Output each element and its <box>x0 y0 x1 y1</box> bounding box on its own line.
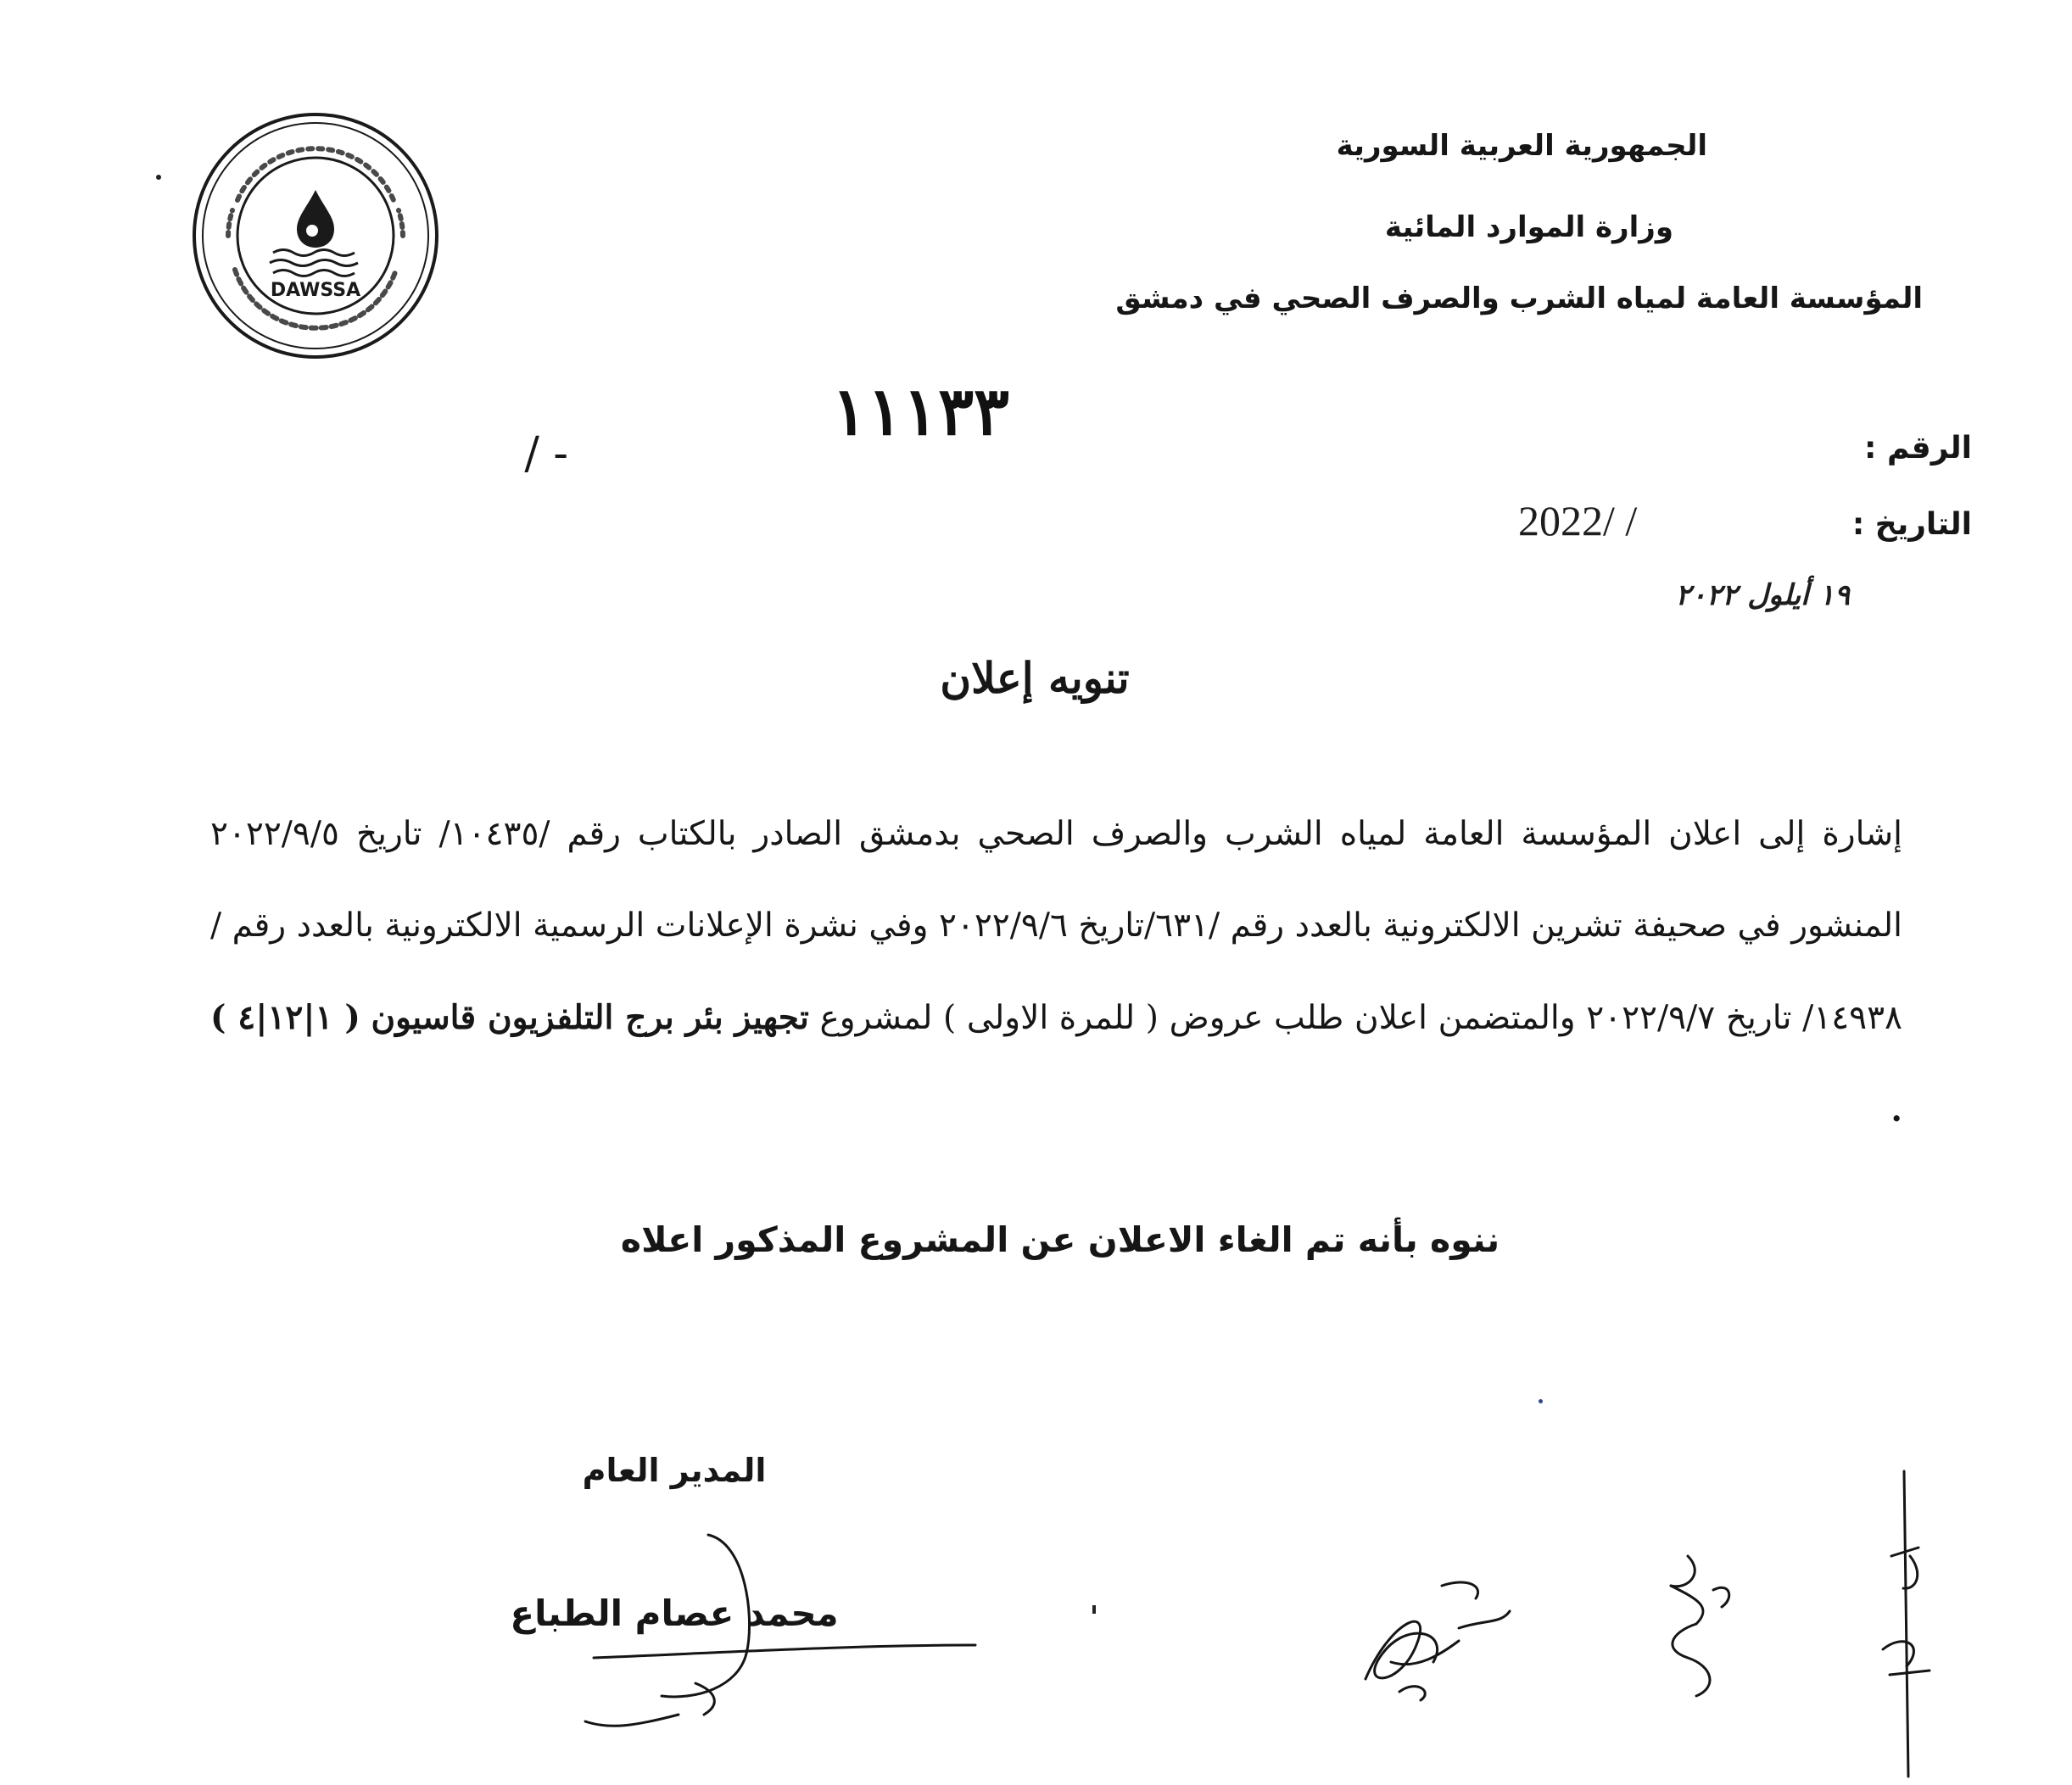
body-paragraph <box>210 789 1902 1157</box>
received-date-stamp: ١٩ أيلول ٢٠٢٢ <box>1675 578 1850 612</box>
cancellation-notice: ننوه بأنه تم الغاء الاعلان عن المشروع المذكور اعلاه <box>620 1219 1500 1260</box>
director-signature <box>492 1518 1086 1738</box>
body-text-part1: إشارة إلى اعلان المؤسسة العامة لمياه الشرب والصرف الصحي بدمشق الصادر بالكتاب رقم /١٠٤٣٥/ تاريخ ٢٠٢٢/٩/٥ المنشور في صحيفة تشرين الالكترونية بالعدد رقم /٦٣١/تاريخ ٢٠٢٢/٩/٦ وفي نشرة الإعلانات الرسمية الالكترونية بالعدد رقم /١٤٩٣٨/ تاريخ ٢٠٢٢/٩/٧ والمتضمن اعلان طلب عروض ( للمرة الاولى ) لمشروع <box>210 815 1902 1037</box>
letterhead-organization: المؤسسة العامة لمياه الشرب والصرف الصحي في دمشق <box>1115 282 1923 315</box>
date-label: التاريخ : <box>1851 507 1972 542</box>
document-title: تنويه إعلان <box>940 653 1130 703</box>
number-handwritten: ١١١٣٣ <box>831 373 1009 450</box>
letterhead-country: الجمهورية العربية السورية <box>1336 129 1707 163</box>
initials-2 <box>1637 1539 1756 1700</box>
project-code: ( ١|١٢|٤ ) . <box>210 998 1902 1130</box>
scan-speck <box>1539 1399 1543 1403</box>
initials-1 <box>1340 1552 1561 1713</box>
seal-graphic <box>188 109 443 363</box>
dawssa-seal <box>188 109 443 363</box>
signatory-name: محمد عصام الطباع <box>510 1593 839 1634</box>
date-value: 2022/ / <box>1518 497 1638 544</box>
initials-3 <box>1866 1463 1951 1785</box>
scan-speck <box>1092 1605 1096 1614</box>
seal-abbreviation: DAWSSA <box>270 280 361 301</box>
number-label: الرقم : <box>1864 431 1972 466</box>
number-marks: / - <box>524 428 568 479</box>
signatory-title: المدير العام <box>582 1452 767 1489</box>
letterhead-ministry: وزارة الموارد المائية <box>1384 210 1673 244</box>
scan-speck <box>156 175 161 180</box>
project-name: تجهيز بئر برج التلفزيون قاسيون <box>371 998 809 1037</box>
